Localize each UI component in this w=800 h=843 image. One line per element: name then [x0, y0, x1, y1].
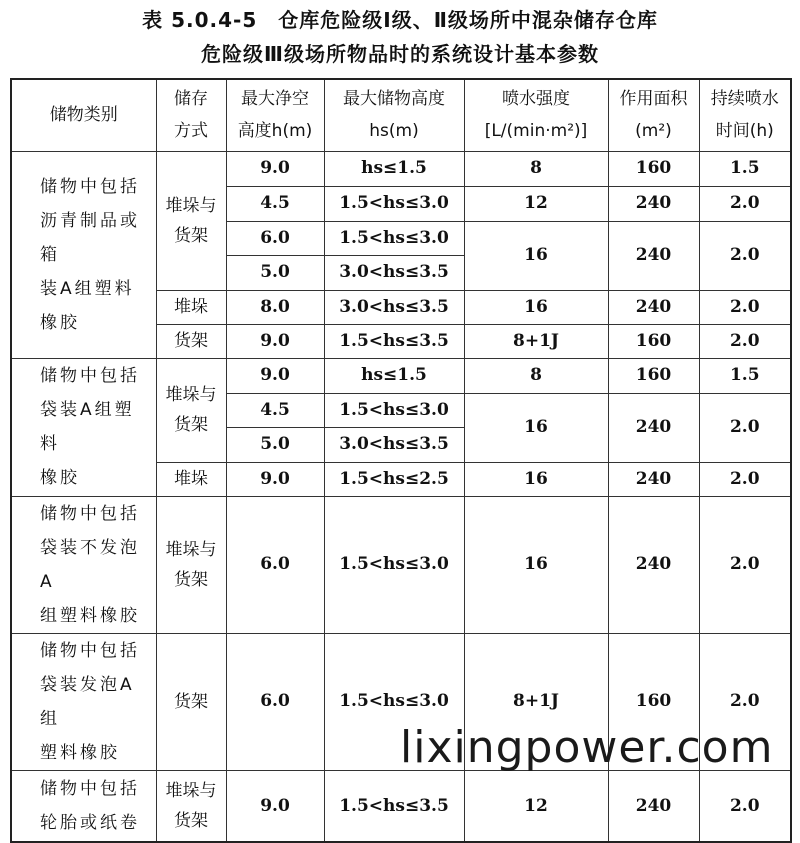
header-spray-intensity: 喷水强度 [L/(min·m²)] — [464, 79, 608, 151]
area-cell: 160 — [608, 633, 699, 770]
mode-cell: 货架 — [156, 633, 226, 770]
storage-height-cell: hs≤1.5 — [324, 358, 464, 393]
duration-cell: 2.0 — [699, 496, 791, 633]
duration-cell: 2.0 — [699, 324, 791, 358]
area-cell: 240 — [608, 462, 699, 496]
storage-height-cell: 3.0<hs≤3.5 — [324, 427, 464, 462]
storage-height-cell: 3.0<hs≤3.5 — [324, 290, 464, 324]
height-cell: 5.0 — [226, 427, 324, 462]
storage-height-cell: hs≤1.5 — [324, 151, 464, 186]
mode-cell: 堆垛与 货架 — [156, 770, 226, 842]
duration-cell: 2.0 — [699, 290, 791, 324]
height-cell: 9.0 — [226, 770, 324, 842]
header-max-clear-height: 最大净空 高度h(m) — [226, 79, 324, 151]
storage-height-cell: 1.5<hs≤3.5 — [324, 770, 464, 842]
intensity-cell: 8+1J — [464, 324, 608, 358]
area-cell: 160 — [608, 151, 699, 186]
duration-cell: 1.5 — [699, 358, 791, 393]
area-cell: 240 — [608, 221, 699, 290]
duration-cell: 2.0 — [699, 633, 791, 770]
height-cell: 6.0 — [226, 221, 324, 255]
storage-height-cell: 3.0<hs≤3.5 — [324, 255, 464, 290]
category-cell: 储物中包括 袋装A组塑料 橡胶 — [11, 358, 156, 496]
header-operating-area: 作用面积 (m²) — [608, 79, 699, 151]
storage-height-cell: 1.5<hs≤3.0 — [324, 633, 464, 770]
category-cell: 储物中包括 袋装不发泡A 组塑料橡胶 — [11, 496, 156, 633]
storage-height-cell: 1.5<hs≤3.5 — [324, 324, 464, 358]
intensity-cell: 16 — [464, 290, 608, 324]
header-max-storage-height: 最大储物高度 hs(m) — [324, 79, 464, 151]
intensity-cell: 16 — [464, 496, 608, 633]
storage-height-cell: 1.5<hs≤3.0 — [324, 393, 464, 427]
height-cell: 5.0 — [226, 255, 324, 290]
watermark: lixingpower.com — [400, 722, 774, 773]
height-cell: 9.0 — [226, 358, 324, 393]
header-category: 储物类别 — [11, 79, 156, 151]
intensity-cell: 12 — [464, 770, 608, 842]
header-spray-duration: 持续喷水 时间(h) — [699, 79, 791, 151]
height-cell: 9.0 — [226, 324, 324, 358]
intensity-cell: 16 — [464, 462, 608, 496]
table-title-line-2: 危险级Ⅲ级场所物品时的系统设计基本参数 — [201, 42, 599, 66]
mode-cell: 堆垛与 货架 — [156, 358, 226, 462]
header-row — [11, 79, 791, 151]
height-cell: 8.0 — [226, 290, 324, 324]
duration-cell: 2.0 — [699, 221, 791, 290]
duration-cell: 2.0 — [699, 393, 791, 462]
storage-height-cell: 1.5<hs≤3.0 — [324, 221, 464, 255]
table-row — [11, 151, 791, 186]
area-cell: 160 — [608, 358, 699, 393]
category-cell: 储物中包括 轮胎或纸卷 — [11, 770, 156, 842]
storage-height-cell: 1.5<hs≤3.0 — [324, 496, 464, 633]
table-row — [11, 358, 791, 393]
intensity-cell: 8 — [464, 358, 608, 393]
table-row — [11, 770, 791, 842]
area-cell: 160 — [608, 324, 699, 358]
height-cell: 4.5 — [226, 393, 324, 427]
height-cell: 6.0 — [226, 496, 324, 633]
duration-cell: 2.0 — [699, 186, 791, 221]
mode-cell: 堆垛与 货架 — [156, 151, 226, 290]
duration-cell: 1.5 — [699, 151, 791, 186]
intensity-cell: 16 — [464, 393, 608, 462]
intensity-cell: 16 — [464, 221, 608, 290]
intensity-cell: 8+1J — [464, 633, 608, 770]
mode-cell: 堆垛与 货架 — [156, 496, 226, 633]
storage-height-cell: 1.5<hs≤2.5 — [324, 462, 464, 496]
mode-cell: 堆垛 — [156, 290, 226, 324]
header-storage-mode: 储存 方式 — [156, 79, 226, 151]
table-title-line-1: 表 5.0.4-5 仓库危险级Ⅰ级、Ⅱ级场所中混杂储存仓库 — [142, 8, 658, 32]
height-cell: 9.0 — [226, 151, 324, 186]
area-cell: 240 — [608, 393, 699, 462]
duration-cell: 2.0 — [699, 462, 791, 496]
area-cell: 240 — [608, 290, 699, 324]
area-cell: 240 — [608, 770, 699, 842]
area-cell: 240 — [608, 496, 699, 633]
storage-height-cell: 1.5<hs≤3.0 — [324, 186, 464, 221]
height-cell: 4.5 — [226, 186, 324, 221]
intensity-cell: 12 — [464, 186, 608, 221]
height-cell: 9.0 — [226, 462, 324, 496]
area-cell: 240 — [608, 186, 699, 221]
mode-cell: 货架 — [156, 324, 226, 358]
category-cell: 储物中包括 袋装发泡A组 塑料橡胶 — [11, 633, 156, 770]
mode-cell: 堆垛 — [156, 462, 226, 496]
height-cell: 6.0 — [226, 633, 324, 770]
category-cell: 储物中包括 沥青制品或箱 装A组塑料 橡胶 — [11, 151, 156, 358]
duration-cell: 2.0 — [699, 770, 791, 842]
table-row — [11, 496, 791, 633]
intensity-cell: 8 — [464, 151, 608, 186]
